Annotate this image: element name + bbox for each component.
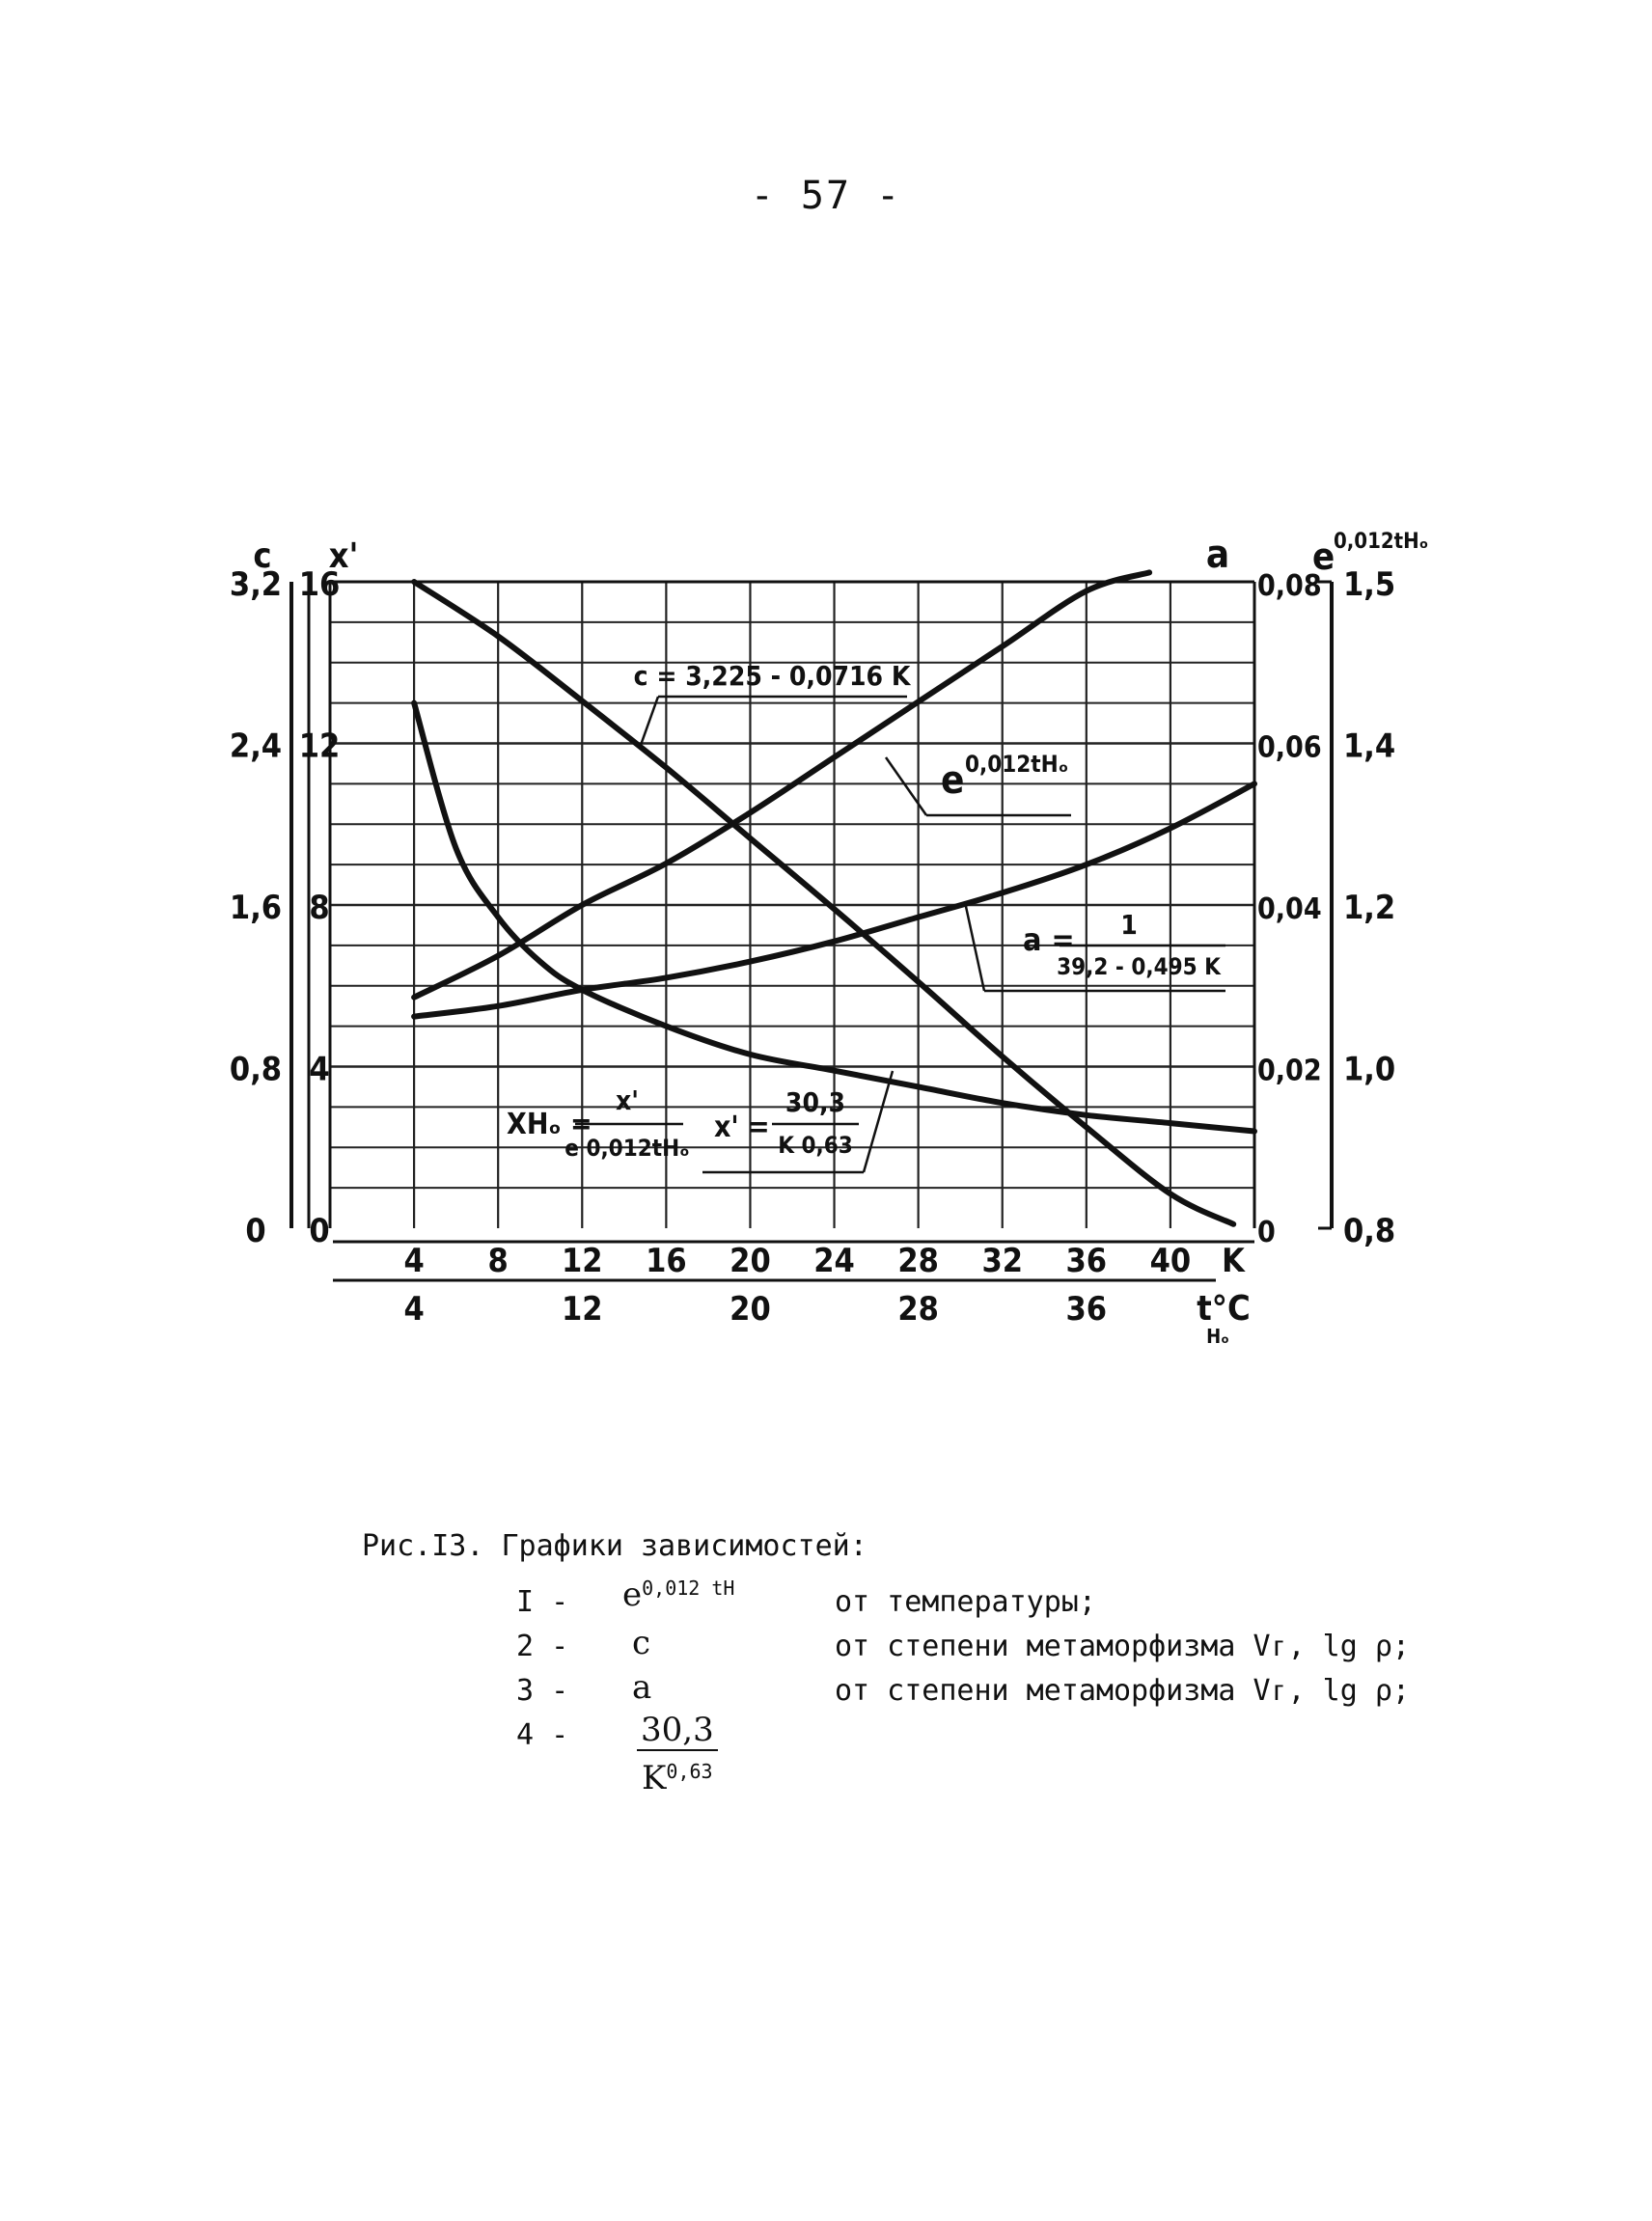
c-tick-label: 0 — [245, 1212, 266, 1250]
t-tick-label: 4 — [403, 1290, 425, 1329]
a-formula-denominator: 39,2 - 0,495 K — [1057, 953, 1221, 980]
e-formula-leader — [886, 757, 926, 815]
x-tick-label: 0 — [309, 1212, 330, 1250]
x-tick-label: 8 — [309, 889, 330, 927]
e-tick-label: 1,4 — [1343, 727, 1396, 766]
a-tick-label: 0,04 — [1257, 892, 1322, 926]
c-axis-label: c — [253, 536, 272, 576]
e-tick-label: 1,0 — [1343, 1050, 1396, 1089]
t-tick-label: 28 — [897, 1290, 939, 1329]
xp-formula-numerator: 30,3 — [785, 1086, 846, 1118]
caption-item-1-expr: $e^{0,012 tH}$ — [622, 1576, 735, 1614]
e-tick-label: 1,5 — [1343, 565, 1396, 604]
k-tick-label: 28 — [897, 1242, 939, 1280]
c-formula-label: c = 3,225 - 0,0716 K — [633, 660, 911, 692]
a-formula-left: a = — [1023, 921, 1075, 958]
k-tick-label: 20 — [730, 1242, 771, 1280]
c-tick-label: 1,6 — [229, 889, 283, 927]
caption-item-3-text: от степени метаморфизма Vᴦ, lg ρ; — [835, 1674, 1410, 1708]
caption-title: Рис.I3. Графики зависимостей: — [362, 1529, 867, 1563]
e-axis-label: e — [1312, 535, 1335, 578]
caption-item-1 — [516, 1585, 568, 1619]
caption-item-3: 3 - — [516, 1674, 569, 1708]
a-tick-label: 0,08 — [1257, 569, 1322, 603]
t-tick-label: 36 — [1065, 1290, 1108, 1329]
caption-item-number: I - — [516, 1585, 569, 1619]
caption-item-4-numerator: 30,3 — [637, 1711, 718, 1751]
caption-item-2: 2 - — [516, 1630, 569, 1663]
caption-item-3-expr: a — [632, 1668, 652, 1707]
c-tick-label: 2,4 — [229, 727, 283, 766]
c-tick-label: 0,8 — [229, 1050, 283, 1089]
xh-formula-denominator: e 0,012tHₒ — [564, 1135, 690, 1162]
a-formula-leader — [965, 902, 984, 991]
caption-item-4-denominator: K$^{0,63}$ — [642, 1759, 713, 1797]
t-tick-label: 20 — [730, 1290, 771, 1329]
k-tick-label: 16 — [646, 1242, 687, 1280]
caption-item-4: 4 - — [516, 1718, 569, 1752]
e-axis-label-exponent: 0,012tHₒ — [1334, 530, 1429, 554]
x-tick-label: 16 — [298, 565, 341, 604]
e-formula-base: e — [941, 758, 965, 803]
e-tick-label: 0,8 — [1343, 1212, 1396, 1250]
t-tick-label: 12 — [561, 1290, 603, 1329]
a-axis-label: a — [1205, 533, 1230, 577]
caption-item-2-expr: c — [632, 1624, 651, 1662]
page-number: - 57 - — [750, 174, 902, 218]
k-tick-label: 24 — [813, 1242, 855, 1280]
c-formula-leader — [640, 697, 658, 748]
k-tick-label: 36 — [1065, 1242, 1108, 1280]
x-tick-label: 12 — [298, 727, 341, 766]
xh-formula-numerator: x' — [616, 1084, 639, 1116]
x-axis-label: x' — [328, 536, 359, 576]
a-tick-label: 0,06 — [1257, 730, 1322, 765]
x-tick-label: 4 — [309, 1050, 330, 1089]
a-formula-numerator: 1 — [1120, 909, 1138, 941]
caption-item-2-text: от степени метаморфизма Vᴦ, lg ρ; — [835, 1630, 1410, 1663]
a-tick-label: 0,02 — [1257, 1054, 1322, 1088]
k-tick-label: 8 — [487, 1242, 509, 1280]
a-tick-label: 0 — [1257, 1216, 1276, 1249]
t-axis-label: t°C — [1197, 1289, 1251, 1329]
e-tick-label: 1,2 — [1343, 889, 1396, 927]
t-axis-label-subscript: Hₒ — [1206, 1325, 1229, 1348]
xp-formula-denominator: K 0,63 — [778, 1132, 853, 1159]
k-axis-label: K — [1222, 1242, 1245, 1280]
k-tick-label: 12 — [561, 1242, 603, 1280]
c-tick-label: 3,2 — [229, 565, 283, 604]
k-tick-label: 4 — [403, 1242, 425, 1280]
e-formula-exponent: 0,012tHₒ — [965, 751, 1069, 778]
xh-formula-left: XHₒ = — [507, 1108, 592, 1141]
caption-item-1-text: от температуры; — [835, 1585, 1096, 1619]
xp-formula-leader — [864, 1071, 893, 1172]
xp-formula-left: x' = — [714, 1110, 770, 1144]
k-tick-label: 40 — [1149, 1242, 1192, 1280]
k-tick-label: 32 — [981, 1242, 1024, 1280]
chart-axes — [230, 530, 1428, 1348]
